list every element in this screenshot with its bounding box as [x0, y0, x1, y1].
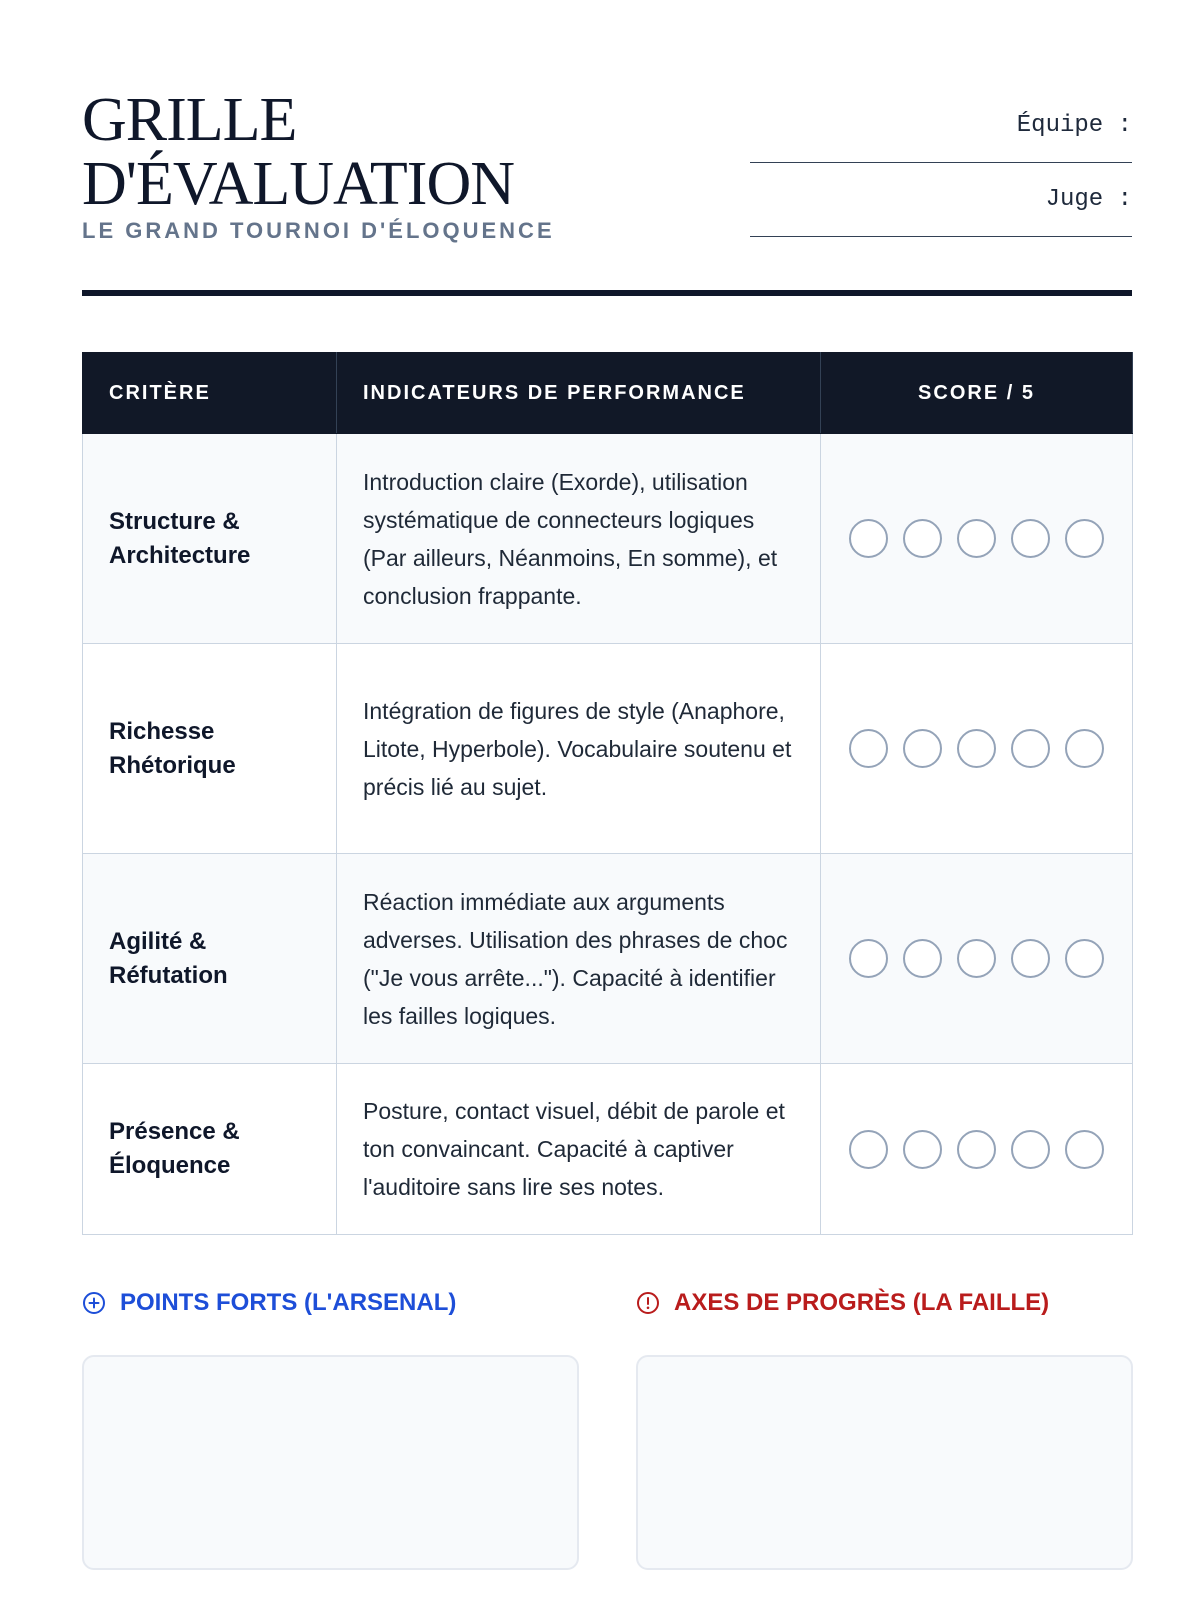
- strengths-heading: [82, 1285, 579, 1321]
- title-line-1: GRILLE: [82, 86, 297, 154]
- strengths-notes-box[interactable]: [82, 1355, 579, 1570]
- table-row: [83, 434, 1133, 644]
- strengths-title: POINTS FORTS (L'ARSENAL): [120, 1289, 457, 1316]
- score-option-1[interactable]: [849, 1130, 888, 1169]
- header-divider: [82, 290, 1132, 296]
- score-option-3[interactable]: [957, 939, 996, 978]
- page-header: [82, 88, 1132, 298]
- table-row: [83, 1064, 1133, 1235]
- score-selector: [821, 939, 1132, 978]
- score-option-4[interactable]: [1011, 729, 1050, 768]
- header-criterion: CRITÈRE: [83, 353, 337, 434]
- judge-field[interactable]: [750, 180, 1132, 254]
- score-option-2[interactable]: [903, 939, 942, 978]
- criterion-cell: Structure & Architecture: [83, 434, 337, 644]
- plus-circle-icon: [82, 1291, 106, 1315]
- header-fields: [750, 106, 1132, 254]
- table-row: [83, 644, 1133, 854]
- evaluation-table: [82, 352, 1133, 1235]
- indicators-cell: Réaction immédiate aux arguments adverses. Utilisation des phrases de choc ("Je vous arrête..."). Capacité à identifier les failles logiques.: [337, 854, 821, 1064]
- team-field[interactable]: [750, 106, 1132, 180]
- criterion-cell: Agilité & Réfutation: [83, 854, 337, 1064]
- score-cell: [821, 854, 1133, 1064]
- criterion-cell: Présence & Éloquence: [83, 1064, 337, 1235]
- score-option-3[interactable]: [957, 1130, 996, 1169]
- score-option-1[interactable]: [849, 939, 888, 978]
- score-option-5[interactable]: [1065, 939, 1104, 978]
- score-selector: [821, 729, 1132, 768]
- criterion-cell: Richesse Rhétorique: [83, 644, 337, 854]
- header-indicators: INDICATEURS DE PERFORMANCE: [337, 353, 821, 434]
- score-option-1[interactable]: [849, 519, 888, 558]
- header-score: SCORE / 5: [821, 353, 1133, 434]
- improvements-title: AXES DE PROGRÈS (LA FAILLE): [674, 1289, 1050, 1316]
- team-field-label: Équipe :: [1016, 112, 1132, 139]
- score-option-5[interactable]: [1065, 519, 1104, 558]
- score-option-4[interactable]: [1011, 939, 1050, 978]
- score-option-2[interactable]: [903, 1130, 942, 1169]
- score-option-3[interactable]: [957, 729, 996, 768]
- improvements-heading: [636, 1285, 1133, 1321]
- score-option-2[interactable]: [903, 519, 942, 558]
- judge-field-label: Juge :: [1045, 186, 1132, 213]
- score-option-4[interactable]: [1011, 1130, 1050, 1169]
- score-option-5[interactable]: [1065, 1130, 1104, 1169]
- score-option-3[interactable]: [957, 519, 996, 558]
- page-subtitle: LE GRAND TOURNOI D'ÉLOQUENCE: [82, 218, 555, 243]
- score-selector: [821, 1130, 1132, 1169]
- alert-circle-icon: [636, 1291, 660, 1315]
- judge-field-line[interactable]: [750, 236, 1132, 237]
- improvements-notes-box[interactable]: [636, 1355, 1133, 1570]
- score-option-2[interactable]: [903, 729, 942, 768]
- indicators-cell: Introduction claire (Exorde), utilisation systématique de connecteurs logiques (Par ailleurs, Néanmoins, En somme), et conclusion frappante.: [337, 434, 821, 644]
- score-selector: [821, 519, 1132, 558]
- score-option-4[interactable]: [1011, 519, 1050, 558]
- team-field-line[interactable]: [750, 162, 1132, 163]
- strengths-section: [82, 1285, 579, 1570]
- title-line-2: D'ÉVALUATION: [82, 150, 514, 218]
- indicators-cell: Posture, contact visuel, débit de parole et ton convaincant. Capacité à captiver l'auditoire sans lire ses notes.: [337, 1064, 821, 1235]
- table-header-row: [83, 353, 1133, 434]
- score-cell: [821, 644, 1133, 854]
- indicators-cell: Intégration de figures de style (Anaphore, Litote, Hyperbole). Vocabulaire soutenu et précis lié au sujet.: [337, 644, 821, 854]
- improvements-section: [636, 1285, 1133, 1570]
- score-option-1[interactable]: [849, 729, 888, 768]
- table-row: [83, 854, 1133, 1064]
- score-cell: [821, 1064, 1133, 1235]
- score-option-5[interactable]: [1065, 729, 1104, 768]
- score-cell: [821, 434, 1133, 644]
